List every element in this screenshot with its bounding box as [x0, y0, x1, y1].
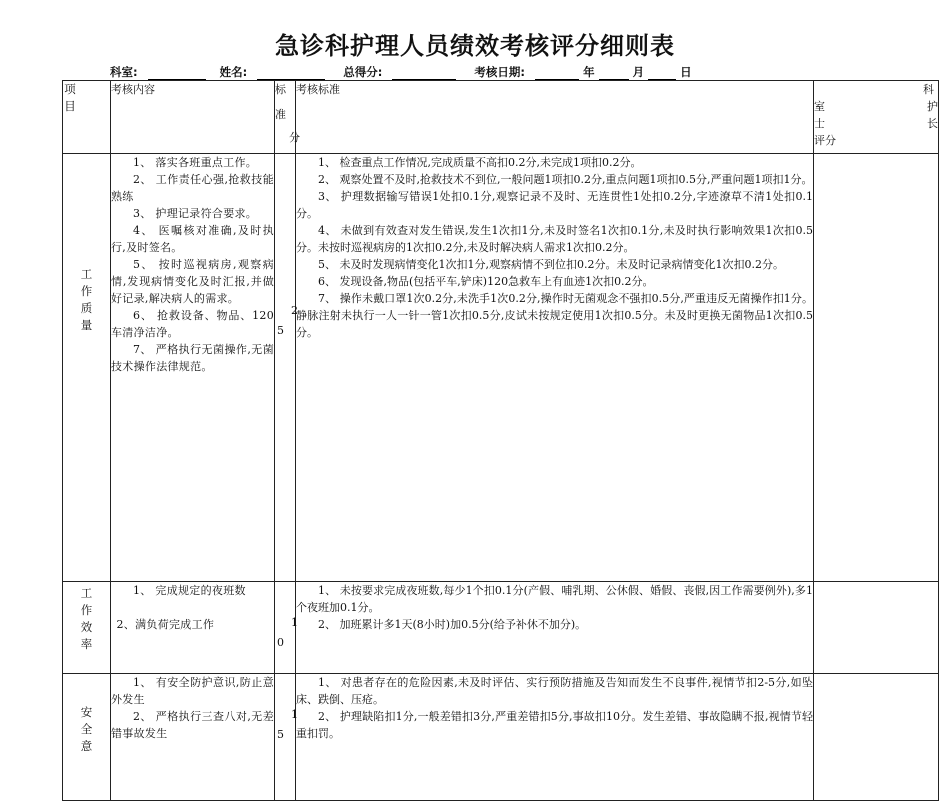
header-head-nurse-score [814, 81, 939, 154]
criteria-item: 6、 发现设备,物品(包括平车,铲床)120急救车上有血迹1次扣0.2分。 [318, 275, 654, 288]
standard-score-digit: 5 [277, 324, 284, 337]
project-work-quality [63, 154, 111, 582]
page-title: 急诊科护理人员绩效考核评分细则表 [275, 32, 675, 60]
header-criteria: 考核标准 [296, 81, 814, 154]
header-score-line-2: 室 护 [814, 100, 938, 113]
header-standard-char-1: 标 [275, 83, 286, 96]
content-item: 3、 护理记录符合要求。 [133, 207, 258, 220]
standard-score-digit: 1 [291, 616, 298, 629]
criteria-item: 1、 对患者存在的危险因素,未及时评估、实行预防措施及告知而发生不良事件,视情节扣2-5分,如坠床、跌倒、压疮。 [296, 676, 813, 706]
assessment-table [62, 80, 939, 801]
content-work-quality [111, 154, 275, 582]
content-item: 6、 抢救设备、物品、120车清净洁净。 [111, 309, 274, 339]
table-row-safety-awareness [63, 674, 939, 801]
header-project-text: 项目 [64, 82, 76, 113]
content-item: 4、 医嘱核对准确,及时执行,及时签名。 [111, 224, 274, 254]
month-unit: 月 [632, 65, 645, 79]
day-unit: 日 [680, 65, 692, 79]
day-field[interactable] [648, 67, 676, 80]
standard-score-digit: 5 [277, 728, 284, 741]
standard-score-work-quality [275, 154, 296, 582]
project-safety-awareness [63, 674, 111, 801]
content-item: 5、 按时巡视病房,观察病情,发现病情变化及时汇报,并做好记录,解决病人的需求。 [111, 258, 274, 305]
content-work-efficiency [111, 582, 275, 674]
year-field[interactable] [535, 67, 579, 80]
criteria-item: 2、 加班累计多1天(8小时)加0.5分(给予补休不加分)。 [318, 618, 587, 631]
header-score-line-1: 科 [923, 83, 934, 96]
criteria-item: 1、 未按要求完成夜班数,每少1个扣0.1分(产假、哺乳期、公休假、婚假、丧假,因工作需要例外),多1个夜班加0.1分。 [296, 584, 813, 614]
table-row-work-efficiency [63, 582, 939, 674]
score-input-work-quality[interactable] [814, 154, 939, 582]
project-label: 工作质量 [80, 267, 93, 332]
header-content: 考核内容 [111, 81, 275, 154]
content-item: 1、 有安全防护意识,防止意外发生 [111, 676, 274, 706]
criteria-item: 2、 观察处置不及时,抢救技术不到位,一般问题1项扣0.2分,重点问题1项扣0.5分,严重问题1项扣1分。 [318, 173, 813, 186]
content-item: 1、 完成规定的夜班数 [133, 584, 246, 597]
content-item: 2、 严格执行三查八对,无差错事故发生 [111, 710, 274, 740]
criteria-work-quality [296, 154, 814, 582]
content-item: 2、 工作责任心强,抢救技能熟练 [111, 173, 274, 203]
header-score-line-3: 士 长 [814, 117, 938, 130]
content-item: 7、 严格执行无菌操作,无菌技术操作法律规范。 [111, 343, 274, 373]
score-input-work-efficiency[interactable] [814, 582, 939, 674]
content-item: 1、 落实各班重点工作。 [133, 156, 258, 169]
criteria-work-efficiency [296, 582, 814, 674]
score-input-safety-awareness[interactable] [814, 674, 939, 801]
content-item: 2、满负荷完成工作 [116, 618, 215, 631]
exam-date-label: 考核日期: [474, 65, 526, 79]
dept-label: 科室: [110, 65, 138, 79]
header-standard-char-2: 准 [275, 108, 286, 121]
criteria-item: 5、 未及时发现病情变化1次扣1分,观察病情不到位扣0.2分。未及时记录病情变化1次扣0.2分。 [318, 258, 784, 271]
criteria-item: 2、 护理缺陷扣1分,一般差错扣3分,严重差错扣5分,事故扣10分。发生差错、事故隐瞒不报,视情节轻重扣罚。 [296, 710, 813, 740]
name-label: 姓名: [219, 65, 248, 79]
criteria-safety-awareness [296, 674, 814, 801]
name-field[interactable] [257, 67, 325, 80]
standard-score-digit: 2 [291, 304, 298, 317]
standard-score-digit: 1 [291, 708, 298, 721]
criteria-item: 1、 检查重点工作情况,完成质量不高扣0.2分,未完成1项扣0.2分。 [318, 156, 642, 169]
criteria-item: 3、 护理数据输写错误1处扣0.1分,观察记录不及时、无连贯性1处扣0.2分,字迹潦草不清1处扣0.1分。 [296, 190, 813, 220]
table-header-row [63, 81, 939, 154]
total-score-label: 总得分: [343, 65, 383, 79]
content-safety-awareness [111, 674, 275, 801]
header-standard-char-3: 分 [289, 131, 300, 144]
project-label: 安全意 [80, 705, 93, 753]
dept-field[interactable] [148, 67, 206, 80]
header-project [63, 81, 111, 154]
standard-score-work-efficiency [275, 582, 296, 674]
project-work-efficiency [63, 582, 111, 674]
standard-score-digit: 0 [277, 636, 284, 649]
meta-line [110, 64, 692, 80]
month-field[interactable] [599, 67, 629, 80]
total-score-field[interactable] [392, 67, 456, 80]
criteria-item: 4、 未做到有效查对发生错误,发生1次扣1分,未及时签名1次扣0.1分,未及时执行影响效果1次扣0.5分。未按时巡视病房的1次扣0.2分,未及时解决病人需求1次扣0.2分。 [296, 224, 813, 254]
year-unit: 年 [583, 65, 595, 79]
table-row-work-quality [63, 154, 939, 582]
header-score-line-4: 评分 [814, 134, 836, 147]
header-standard-score [275, 81, 300, 154]
standard-score-safety-awareness [275, 674, 296, 801]
project-label: 工作效率 [80, 586, 93, 651]
criteria-item: 7、 操作未戴口罩1次0.2分,未洗手1次0.2分,操作时无菌观念不强扣0.5分,严重违反无菌操作扣1分。静脉注射未执行一人一针一管1次扣0.5分,皮试未按规定使用1次扣0.5分。未及时更换无菌物品1次扣0.5分。 [296, 292, 813, 339]
